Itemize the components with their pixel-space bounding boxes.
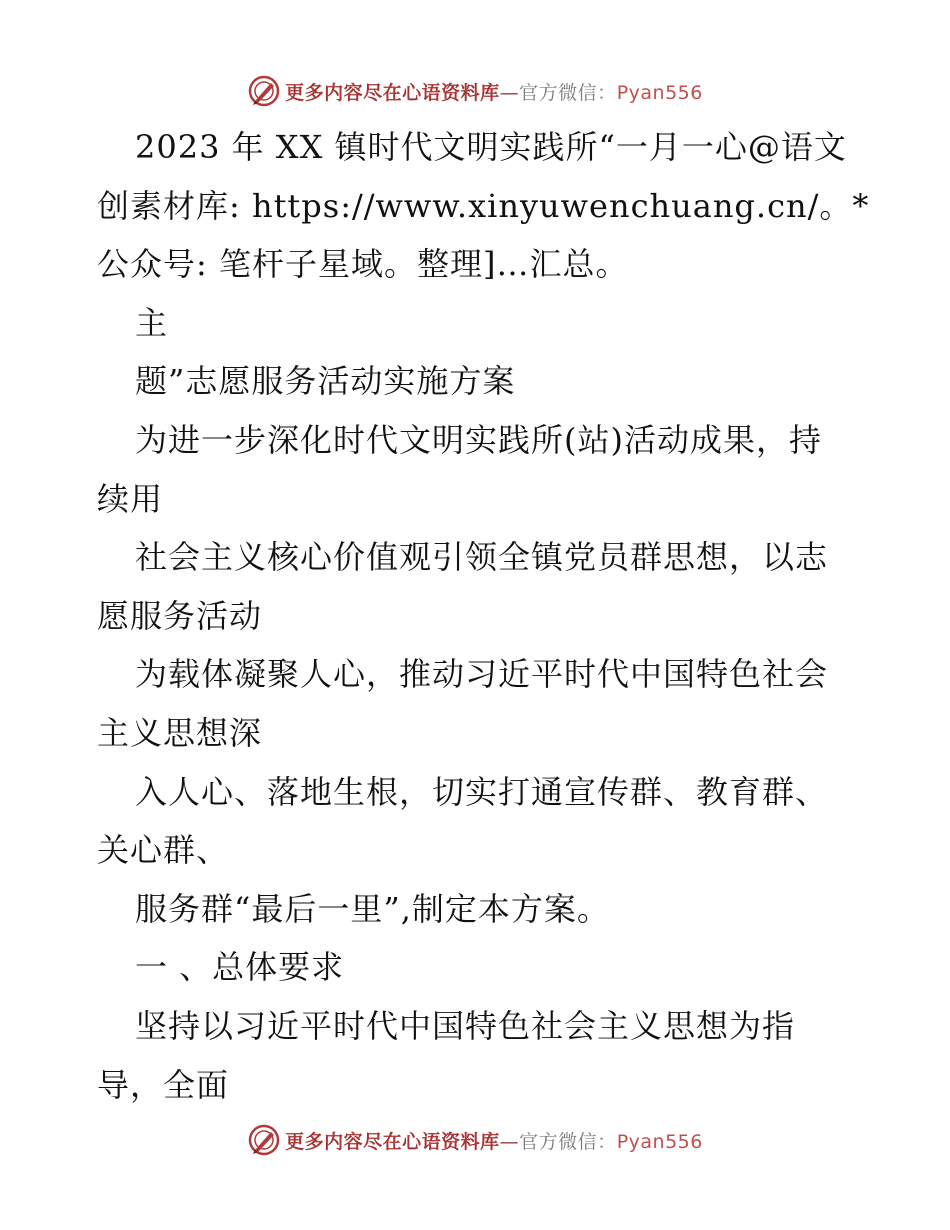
paragraph-line: 导，全面: [97, 1065, 230, 1104]
footer-banner: [0, 1120, 950, 1160]
paragraph-line: 题”志愿服务活动实施方案: [135, 362, 516, 401]
banner-main-text: 更多内容尽在心语资料库: [285, 81, 500, 104]
paragraph-line: 为载体凝聚人心，推动习近平时代中国特色社会: [135, 655, 829, 694]
paragraph-line: 公众号: 笔杆子星域。整理]…汇总。: [97, 245, 629, 284]
paragraph-line: 服务群“最后一里”,制定本方案。: [135, 889, 610, 928]
document-body: [97, 118, 870, 1114]
header-banner: [0, 71, 950, 111]
banner-wechat-id: Pyan556: [616, 81, 703, 104]
banner-dash: —: [499, 81, 520, 104]
pen-seal-logo-icon: [247, 1123, 281, 1157]
pen-seal-logo-icon: [247, 74, 281, 108]
banner-text: [285, 1127, 703, 1154]
paragraph-line: 入人心、落地生根，切实打通宣传群、教育群、: [135, 772, 829, 811]
paragraph-line: 2023 年 XX 镇时代文明实践所“一月一心@语文: [135, 128, 847, 166]
banner-contact-label: 官方微信：: [519, 1130, 617, 1153]
banner-wechat-id: Pyan556: [616, 1130, 703, 1153]
banner-main-text: 更多内容尽在心语资料库: [285, 1130, 500, 1153]
banner-text: [285, 78, 703, 105]
paragraph-line: 续用: [97, 479, 164, 518]
paragraph-line: 创素材库: https://www.xinyuwenchuang.cn/。*: [97, 186, 870, 225]
paragraph-line: 一 、总体要求: [135, 948, 345, 987]
paragraph-line: 主义思想深: [97, 713, 263, 752]
banner-contact-label: 官方微信：: [519, 81, 617, 104]
paragraph-line: 社会主义核心价值观引领全镇党员群思想，以志: [135, 538, 829, 577]
paragraph-line: 为进一步深化时代文明实践所(站)活动成果，持: [135, 420, 822, 459]
paragraph-line: 愿服务活动: [97, 596, 263, 635]
paragraph-line: 坚持以习近平时代中国特色社会主义思想为指: [135, 1006, 796, 1045]
paragraph-line: 主: [135, 303, 169, 342]
paragraph-line: 关心群、: [97, 831, 230, 870]
banner-dash: —: [499, 1130, 520, 1153]
